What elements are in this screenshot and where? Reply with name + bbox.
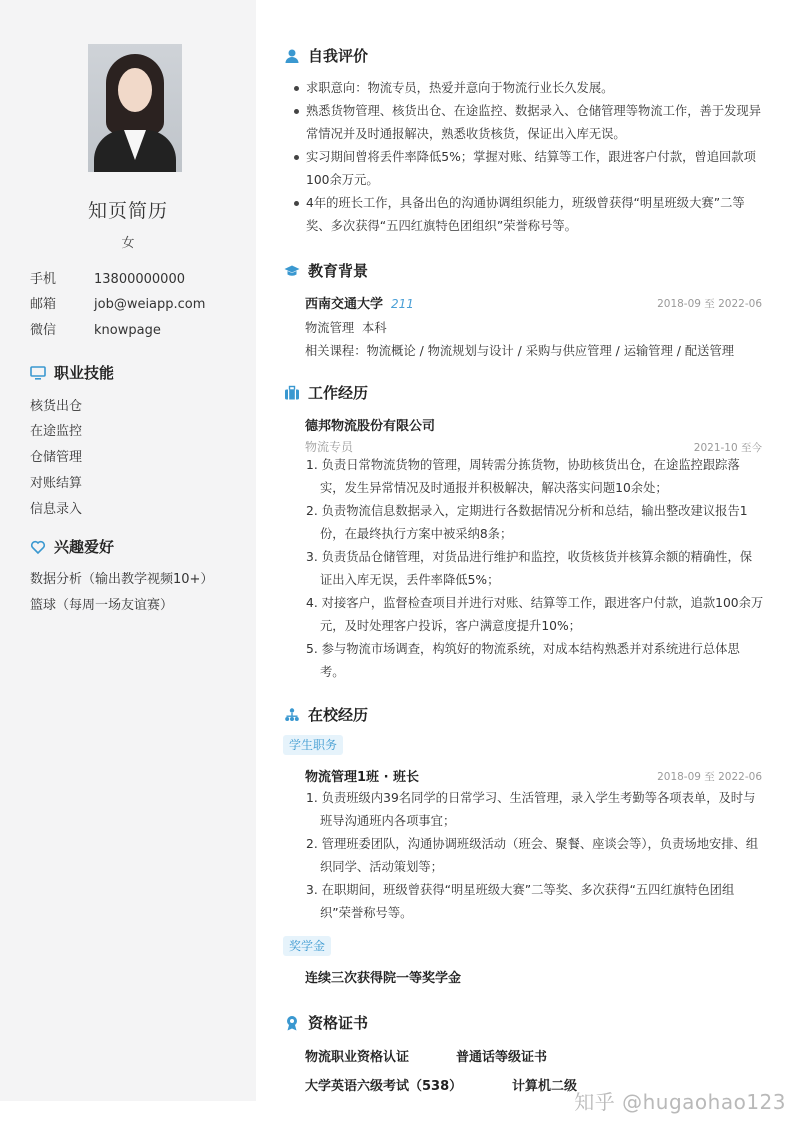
list-item: 实习期间曾将丢件率降低5%；掌握对账、结算等工作，跟进客户付款，曾追回款项100余万元。 [306, 146, 766, 192]
scholarship-tag: 奖学金 [283, 936, 331, 956]
cert-item: 大学英语六级考试（538） [305, 1079, 463, 1094]
skill-item: 在途监控 [30, 424, 83, 439]
student-role-tag: 学生职务 [283, 735, 343, 755]
education-title: 教育背景 [308, 262, 369, 280]
monitor-icon [30, 365, 46, 381]
contact-wechat [30, 319, 161, 338]
school-line [305, 293, 414, 312]
user-icon [284, 48, 300, 64]
skill-item: 仓储管理 [30, 450, 83, 465]
work-title: 工作经历 [308, 384, 369, 402]
hobby-item: 数据分析（输出教学视频10+） [30, 572, 214, 587]
list-item: 4. 对接客户，监督检查项目并进行对账、结算等工作，跟进客户付款，追款100余万元，及时处理客户投诉，客户满意度提升10%； [306, 596, 764, 633]
skills-title: 职业技能 [54, 364, 115, 382]
major: 物流管理 [305, 321, 355, 335]
list-item: 1. 负责日常物流货物的管理，周转需分拣货物，协助核货出仓，在途监控跟踪落实，发生异常情况及时通报并积极解决，解决落实问题10余处； [306, 458, 740, 495]
profile-name: 知页简历 [87, 200, 168, 222]
hobby-item: 篮球（每周一场友谊赛） [30, 598, 174, 613]
work-heading [284, 382, 368, 403]
campus-date: 2018-09 至 2022-06 [657, 771, 762, 783]
list-item: 3. 在职期间，班级曾获得“明星班级大赛”二等奖、多次获得“五四红旗特色团组织”荣誉称号等。 [306, 883, 735, 920]
cert-item: 物流职业资格认证 [305, 1050, 410, 1065]
self-eval-list [306, 77, 766, 238]
list-item: 4年的班长工作，具备出色的沟通协调组织能力，班级曾获得“明星班级大赛”二等奖、多次获得“五四红旗特色团组织”荣誉称号等。 [306, 192, 766, 238]
self-eval-heading [284, 45, 368, 66]
list-item: 2. 负责物流信息数据录入，定期进行各数据情况分析和总结，输出整改建议报告1份，在最终执行方案中被采纳8条； [306, 504, 748, 541]
contact-label: 手机 [30, 272, 57, 287]
list-item: 1. 负责班级内39名同学的日常学习、生活管理，录入学生考勤等各项表单，及时与班导沟通班内各项事宜； [306, 791, 756, 828]
graduation-cap-icon [284, 263, 300, 279]
skill-item: 信息录入 [30, 502, 83, 517]
contact-value: job@weiapp.com [94, 297, 206, 312]
work-date: 2021-10 至今 [693, 442, 762, 454]
certs-title: 资格证书 [308, 1014, 369, 1032]
medal-icon [284, 1015, 300, 1031]
skill-item: 核货出仓 [30, 399, 83, 414]
cert-item: 普通话等级证书 [456, 1050, 548, 1065]
education-date: 2018-09 至 2022-06 [657, 298, 762, 310]
hobbies-heading [30, 536, 114, 557]
school-tag: 211 [391, 297, 414, 311]
company-name: 德邦物流股份有限公司 [305, 419, 436, 434]
heart-icon [30, 539, 46, 555]
list-item: 求职意向：物流专员，热爱并意向于物流行业长久发展。 [306, 77, 766, 100]
position-name: 物流管理1班 · 班长 [305, 770, 420, 785]
list-item: 5. 参与物流市场调查，构筑好的物流系统，对成本结构熟悉并对系统进行总体思考。 [306, 642, 740, 679]
profile-photo [88, 44, 182, 172]
briefcase-icon [284, 385, 300, 401]
skill-item: 对账结算 [30, 476, 83, 491]
team-icon [284, 707, 300, 723]
profile-gender: 女 [121, 236, 135, 251]
hobbies-title: 兴趣爱好 [54, 538, 115, 556]
contact-phone [30, 268, 185, 287]
campus-list [306, 787, 764, 925]
contact-email [30, 293, 205, 312]
major-line [305, 318, 387, 336]
campus-heading [284, 704, 368, 725]
list-item: 熟悉货物管理、核货出仓、在途监控、数据录入、仓储管理等物流工作，善于发现异常情况并及时通报解决，熟悉收货核货，保证出入库无误。 [306, 100, 766, 146]
courses: 相关课程：物流概论 / 物流规划与设计 / 采购与供应管理 / 运输管理 / 配送管理 [305, 344, 735, 358]
self-eval-title: 自我评价 [308, 47, 369, 65]
list-item: 3. 负责货品仓储管理，对货品进行维护和监控，收货核货并核算余额的精确性，保证出入库无误，丢件率降低5%； [306, 550, 753, 587]
cert-item: 计算机二级 [512, 1079, 578, 1094]
education-heading [284, 260, 368, 281]
contact-label: 邮箱 [30, 297, 57, 312]
degree: 本科 [362, 321, 387, 335]
contact-value: knowpage [94, 323, 161, 338]
campus-title: 在校经历 [308, 706, 369, 724]
work-role: 物流专员 [305, 440, 354, 454]
work-list [306, 454, 764, 684]
contact-value: 13800000000 [94, 272, 185, 287]
skills-heading [30, 362, 114, 383]
watermark: 知乎 @hugaohao123 [574, 1090, 786, 1114]
scholarship-text: 连续三次获得院一等奖学金 [305, 971, 462, 986]
contact-label: 微信 [30, 323, 57, 338]
certs-heading [284, 1012, 368, 1033]
list-item: 2. 管理班委团队，沟通协调班级活动（班会、聚餐、座谈会等），负责场地安排、组织同学、活动策划等； [306, 837, 759, 874]
school-name: 西南交通大学 [305, 297, 384, 312]
